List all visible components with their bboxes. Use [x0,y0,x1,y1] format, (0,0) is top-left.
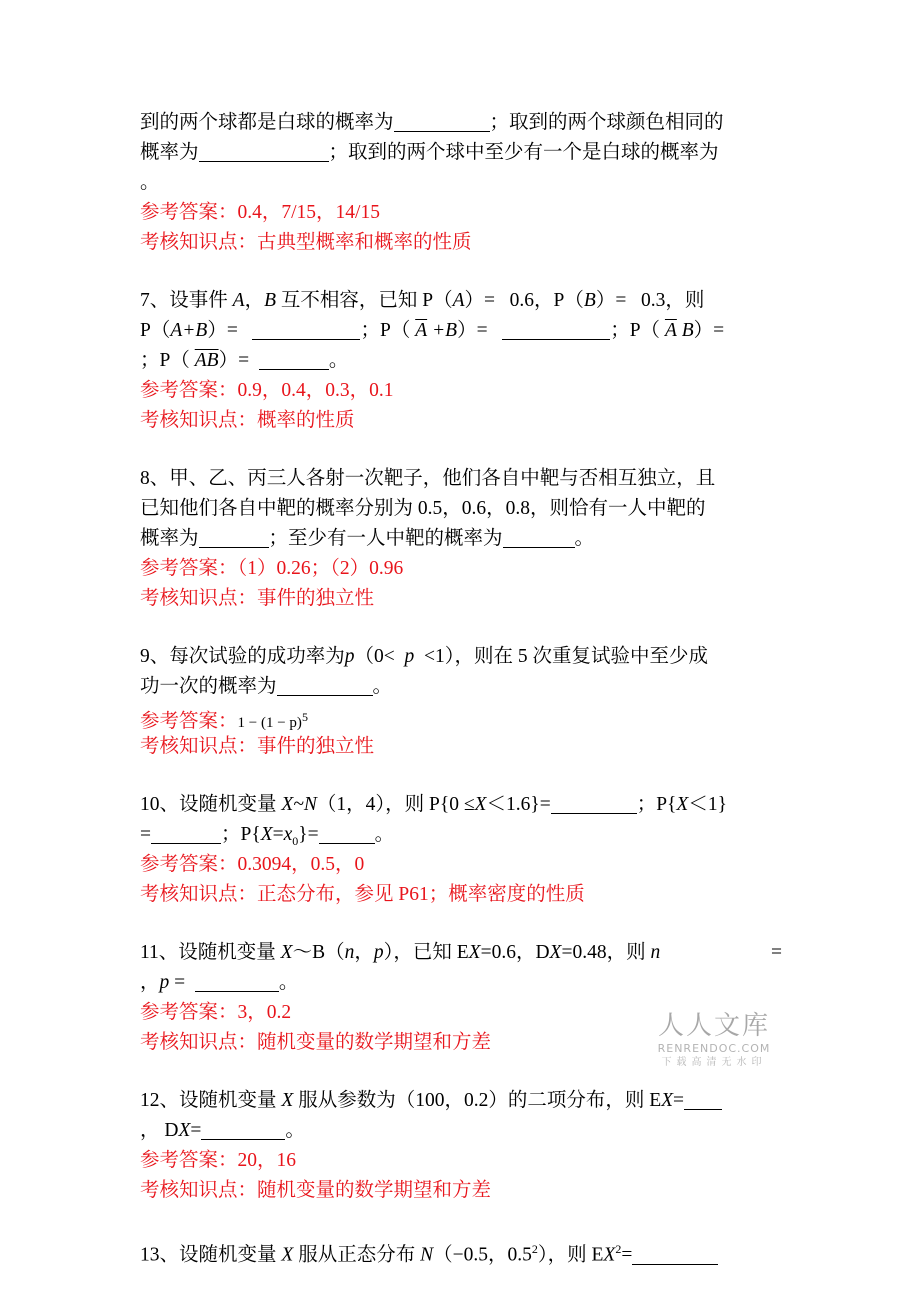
q11-var: p [373,942,384,963]
q9-text: （0< [354,646,395,667]
q9-var: p [344,646,355,667]
blank [319,823,375,844]
q12-knowledge: 考核知识点：随机变量的数学期望和方差 [140,1180,492,1201]
q10-answer: 参考答案：0.3094，0.5，0 [140,854,365,875]
q10-var: X [676,794,689,815]
q6-answer: 参考答案：0.4，7/15，14/15 [140,202,380,223]
q6-text: 到的两个球都是白球的概率为 [140,112,394,133]
q13-text: ），则 E [537,1244,604,1266]
q10-text: = [140,824,151,845]
q7-text: ）= [207,320,238,341]
q13-text: （−0.5，0.5 [433,1244,532,1266]
q7-line-3 [140,346,800,376]
q7-text: ）= [457,320,488,341]
q11-text: = [771,942,782,963]
q11-text: ， [140,972,160,993]
q8-text: 。 [574,528,595,549]
watermark-url: RENRENDOC.COM [657,1042,771,1055]
q10-line-1 [140,790,800,820]
q7-text: ）= [218,350,250,371]
q6-text: 概率为 [140,142,199,163]
q12-text: = [190,1120,202,1141]
q11-line-1 [140,938,800,968]
q12-text: 。 [285,1120,305,1141]
q11-text: =0.6，D [480,942,550,963]
q13-superscript: 2 [531,1242,538,1256]
q12-var: X [281,1090,294,1111]
q11-text: ， [354,942,374,963]
q13-var: N [420,1244,434,1266]
q8-line-1: 8、甲、乙、丙三人各射一次靶子，他们各自中靶与否相互独立，且 [140,468,716,489]
blank [199,527,269,548]
q11-text: ），已知 E [383,942,469,963]
blank [277,675,373,696]
q7-text: ）= [595,290,627,311]
q7-knowledge: 考核知识点：概率的性质 [140,410,355,431]
blank [551,793,637,814]
q11-var: n [650,942,661,963]
q10-var: X~N [281,794,317,815]
q7-text: ；P（ [140,350,190,371]
q10-text: ＜1} [688,794,727,815]
q10-line-2 [140,820,800,850]
q10-var: X [260,824,273,845]
q10-text: 10、设随机变量 [140,794,277,815]
q6-knowledge: 考核知识点：古典型概率和概率的性质 [140,232,472,253]
q6-line-1 [140,108,800,138]
q10-text: ；P{ [636,794,677,815]
q6-text: 。 [140,172,160,193]
q7-text: ）= [464,290,496,311]
q9-text: 。 [372,676,393,697]
q7-text: 0.6，P（ [509,290,584,311]
q12-answer: 参考答案：20，16 [140,1150,297,1171]
q7-text: ， [244,290,265,311]
blank [259,349,329,370]
q8-text: ；至少有一人中靶的概率为 [268,528,503,549]
q7-var: $\overline{AB}$ [194,350,219,371]
blank [503,527,575,548]
q6-text: ；取到的两个球颜色相同的 [489,112,724,133]
watermark-subtitle: 下载高清无水印 [661,1057,767,1068]
q13-var: X [281,1244,294,1266]
q13-text: 服从正态分布 [298,1244,416,1266]
q11-text: = [174,972,186,993]
q10-text: }= [298,824,319,845]
q7-text: ）= [693,320,725,341]
q13-line-1 [140,1234,800,1264]
q11-text: ～B（ [292,942,345,963]
blank [502,319,610,340]
q7-text: 。 [328,350,349,371]
q12-text: 12、设随机变量 [140,1090,277,1111]
q10-text: 。 [374,824,395,845]
q9-line-2 [140,672,800,702]
q11-answer: 参考答案：3，0.2 [140,1002,292,1023]
q11-var: X [549,942,562,963]
blank [201,1119,285,1140]
q11-text: 11、设随机变量 [140,942,276,963]
watermark-title: 人人文库 [657,1011,770,1041]
q6-line-3 [140,168,800,198]
q13-text: = [621,1244,633,1266]
blank [684,1089,722,1110]
q9-answer [140,702,800,732]
q10-var: X [474,794,487,815]
q7-text: 0.3，则 [640,290,705,311]
q10-knowledge: 考核知识点：正态分布，参见 P61；概率密度的性质 [140,884,585,905]
formula-text: 1 − (1 − p) [237,715,302,731]
q7-line-2 [140,316,800,346]
q11-knowledge: 考核知识点：随机变量的数学期望和方差 [140,1032,492,1053]
q7-var: $\overline{A}$ [415,320,428,341]
q11-var: n [344,942,355,963]
q7-var: B [583,290,596,311]
q8-knowledge: 考核知识点：事件的独立性 [140,588,375,609]
q7-text: P（ [140,320,171,341]
q11-text: 。 [278,972,299,993]
q11-line-2 [140,968,800,998]
q10-subscript: 0 [292,833,299,848]
q12-line-1 [140,1086,800,1116]
q8-line-3 [140,524,800,554]
q9-line-1 [140,642,800,672]
answer-label: 参考答案： [140,711,238,732]
blank [394,111,490,132]
q7-var: B [681,320,694,341]
q11-var: p [159,972,170,993]
q12-line-2 [140,1116,800,1146]
q7-text: ；P（ [360,320,411,341]
q8-answer: 参考答案：（1）0.26；（2）0.96 [140,558,404,579]
q13-superscript: 2 [615,1242,622,1256]
blank [199,141,329,162]
q9-text: <1），则在 5 次重复试验中至少成 [424,646,709,667]
q10-var: x [283,824,293,845]
q8-text: 概率为 [140,528,199,549]
q7-var: +B [432,320,458,341]
q10-text: = [272,824,284,845]
blank [252,319,360,340]
q10-text: ；P{ [221,824,261,845]
q7-line-1 [140,286,800,316]
q7-text: 7、设事件 [140,290,228,311]
q7-text: ；P（ [610,320,661,341]
blank [151,823,221,844]
q11-var: X [468,942,481,963]
formula-exponent: 5 [301,710,308,724]
q13-var: X [603,1244,616,1266]
q6-text: ；取到的两个球中至少有一个是白球的概率为 [328,142,719,163]
q6-line-2 [140,138,800,168]
q7-var: A [232,290,245,311]
answer-formula [237,710,308,731]
q11-var: X [280,942,293,963]
q7-text: 互不相容，已知 P（ [280,290,453,311]
q12-text: 服从参数为（100，0.2）的二项分布，则 E [298,1090,662,1111]
q8-line-2: 已知他们各自中靶的概率分别为 0.5，0.6，0.8，则恰有一人中靶的 [140,498,706,519]
q11-text: =0.48，则 [561,942,646,963]
q7-var: B [264,290,276,311]
q13-text: 13、设随机变量 [140,1244,277,1266]
q9-var: p [404,646,415,667]
q10-text: （1，4），则 P{0 ≤ [316,794,475,815]
q7-var: A [452,290,465,311]
q12-text: ， D [140,1120,179,1141]
q7-var: A+B [170,320,208,341]
q9-text: 9、每次试验的成功率为 [140,646,345,667]
q9-knowledge: 考核知识点：事件的独立性 [140,736,375,757]
blank [632,1244,718,1265]
q12-var: X [661,1090,674,1111]
q10-text: ＜1.6}= [486,794,551,815]
q12-var: X [178,1120,191,1141]
document-page [140,108,800,1264]
blank [195,971,279,992]
q12-text: = [673,1090,685,1111]
q9-text: 功一次的概率为 [140,676,277,697]
q7-var: $\overline{A}$ [664,320,677,341]
q7-answer: 参考答案：0.9，0.4，0.3，0.1 [140,380,394,401]
watermark [648,1010,780,1070]
